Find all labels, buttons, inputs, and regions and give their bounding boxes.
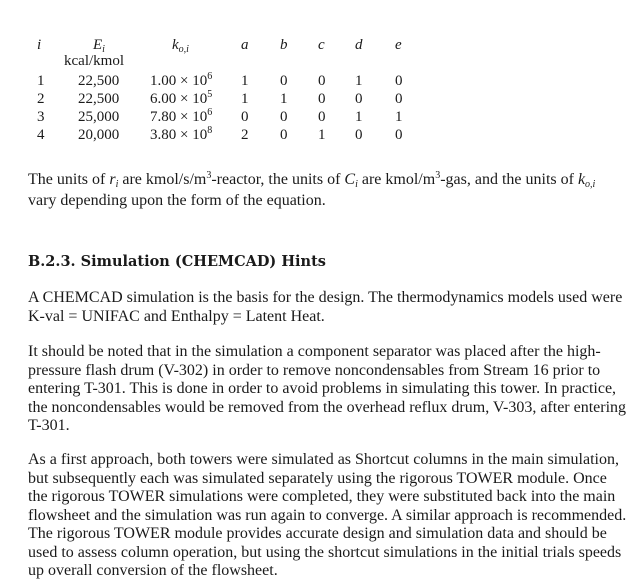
row4-c: 1 — [318, 127, 326, 143]
col-header-c: c — [318, 37, 325, 53]
row4-a: 2 — [241, 127, 249, 143]
row3-c: 0 — [318, 109, 326, 125]
row3-e-exp: 1 — [395, 109, 403, 125]
row3-a: 0 — [241, 109, 249, 125]
row4-d: 0 — [355, 127, 363, 143]
row3-d: 1 — [355, 109, 363, 125]
row1-k: $1.00 \times 10^6$ — [150, 71, 213, 89]
row1-d: 1 — [355, 73, 363, 89]
paragraph-1: A CHEMCAD simulation is the basis for the design. The thermodynamics models used were K-val = UNIFAC and Enthalpy = Latent Heat. — [28, 289, 623, 325]
paragraph-3: As a first approach, both towers were simulated as Shortcut columns in the main simulation, but subsequently each was simulated separately using the rigorous TOWER module. Once the rigorous TOWER simulations were completed, they were substituted back into the main flowsheet and the simulation was run again to converge. A similar approach is recommended. The rigorous TOWER module provides accurate design and simulation data and should be used to assess column operation, but using the shortcut simulations in the initial trials speeds up overall conversion of the flowsheet. — [28, 451, 627, 579]
row4-i: 4 — [37, 127, 45, 143]
row4-e-exp: 0 — [395, 127, 403, 143]
row2-c: 0 — [318, 91, 326, 107]
row2-e: 22,500 — [78, 91, 120, 107]
row2-d: 0 — [355, 91, 363, 107]
paragraph-2: It should be noted that in the simulation a component separator was placed after the high-pressure flash drum (V-302) in order to remove noncondensables from Stream 16 prior to entering T-301. This is done in order to avoid problems in simulating this tower. In practice, the noncondensables would be removed from the overhead reflux drum, V-303, after entering T-301. — [28, 343, 627, 434]
row2-a: 1 — [241, 91, 249, 107]
col-header-e-unit: kcal/kmol — [64, 53, 124, 69]
row2-b: 1 — [280, 91, 288, 107]
col-header-a: a — [241, 37, 249, 53]
row3-k: $7.80 \times 10^6$ — [150, 107, 213, 125]
row1-i: 1 — [37, 73, 45, 89]
col-header-e: $E_i$ — [93, 37, 105, 55]
kinetics-table — [0, 0, 637, 150]
row1-e: 22,500 — [78, 73, 120, 89]
row4-b: 0 — [280, 127, 288, 143]
row1-e-exp: 0 — [395, 73, 403, 89]
row4-k: $3.80 \times 10^8$ — [150, 125, 213, 143]
col-header-d: d — [355, 37, 363, 53]
row3-i: 3 — [37, 109, 45, 125]
col-header-e-exp: e — [395, 37, 402, 53]
units-note: The units of ri are kmol/$s/m^3$-reactor, the units of Ci are kmol/$m^3$-gas, and the units of ko,i vary depending upon the form of the equation. — [28, 170, 596, 209]
row4-e: 20,000 — [78, 127, 120, 143]
row3-e: 25,000 — [78, 109, 120, 125]
row1-b: 0 — [280, 73, 288, 89]
section-heading: B.2.3. Simulation (CHEMCAD) Hints — [28, 253, 326, 270]
col-header-b: b — [280, 37, 288, 53]
row3-b: 0 — [280, 109, 288, 125]
row2-k: $6.00 \times 10^5$ — [150, 89, 213, 107]
row1-c: 0 — [318, 73, 326, 89]
col-header-k: $k_{o,i}$ — [172, 37, 189, 55]
row1-a: 1 — [241, 73, 249, 89]
row2-e-exp: 0 — [395, 91, 403, 107]
col-header-i: i — [37, 37, 42, 53]
row2-i: 2 — [37, 91, 45, 107]
